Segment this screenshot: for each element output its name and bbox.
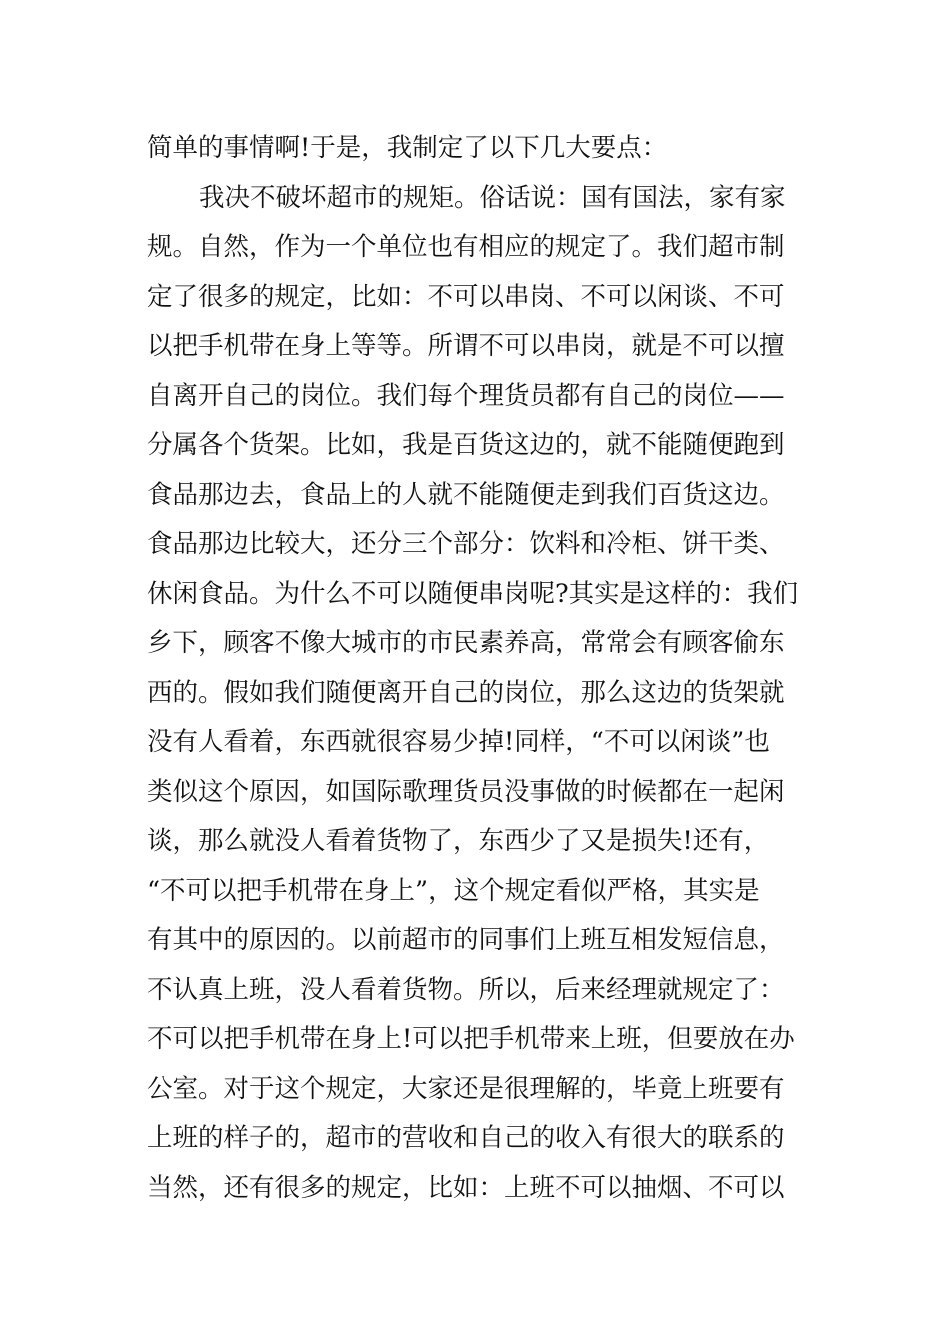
text-line: 定了很多的规定，比如：不可以串岗、不可以闲谈、不可 <box>147 281 785 312</box>
text-line: 简单的事情啊!于是，我制定了以下几大要点： <box>147 133 668 163</box>
text-line: 谈，那么就没人看着货物了，东西少了又是损失!还有， <box>147 826 770 856</box>
text-line: 休闲食品。为什么不可以随便串岗呢?其实是这样的：我们 <box>147 578 799 609</box>
text-line: 有其中的原因的。以前超市的同事们上班互相发短信息， <box>147 925 785 955</box>
text-line: 规。自然，作为一个单位也有相应的规定了。我们超市制 <box>147 232 785 262</box>
text-line: 公室。对于这个规定，大家还是很理解的，毕竟上班要有 <box>147 1073 785 1104</box>
text-line: 食品那边去，食品上的人就不能随便走到我们百货这边。 <box>147 479 785 510</box>
text-line: 以把手机带在身上等等。所谓不可以串岗，就是不可以擅 <box>147 331 785 361</box>
text-line: 上班的样子的，超市的营收和自己的收入有很大的联系的 <box>147 1123 785 1153</box>
text-line: 西的。假如我们随便离开自己的岗位，那么这边的货架就 <box>147 677 785 708</box>
text-line: 不可以把手机带在身上!可以把手机带来上班，但要放在办 <box>147 1024 795 1054</box>
text-line: 自离开自己的岗位。我们每个理货员都有自己的岗位—— <box>147 380 785 411</box>
text-line: 类似这个原因，如国际歌理货员没事做的时候都在一起闲 <box>147 776 785 807</box>
text-line: 食品那边比较大，还分三个部分：饮料和冷柜、饼干类、 <box>147 529 785 559</box>
text-line: 不认真上班，没人看着货物。所以，后来经理就规定了： <box>147 974 785 1005</box>
text-line: 没有人看着，东西就很容易少掉!同样，“不可以闲谈”也 <box>147 727 770 757</box>
text-line: 分属各个货架。比如，我是百货这边的，就不能随便跑到 <box>147 430 785 460</box>
body-text <box>147 124 807 1213</box>
text-line: “不可以把手机带在身上”，这个规定看似严格，其实是 <box>147 875 760 906</box>
text-line: 乡下，顾客不像大城市的市民素养高，常常会有顾客偷东 <box>147 628 785 658</box>
text-line: 当然，还有很多的规定，比如：上班不可以抽烟、不可以 <box>147 1172 785 1203</box>
paragraph-start-line: 我决不破坏超市的规矩。俗话说：国有国法，家有家 <box>199 182 786 213</box>
